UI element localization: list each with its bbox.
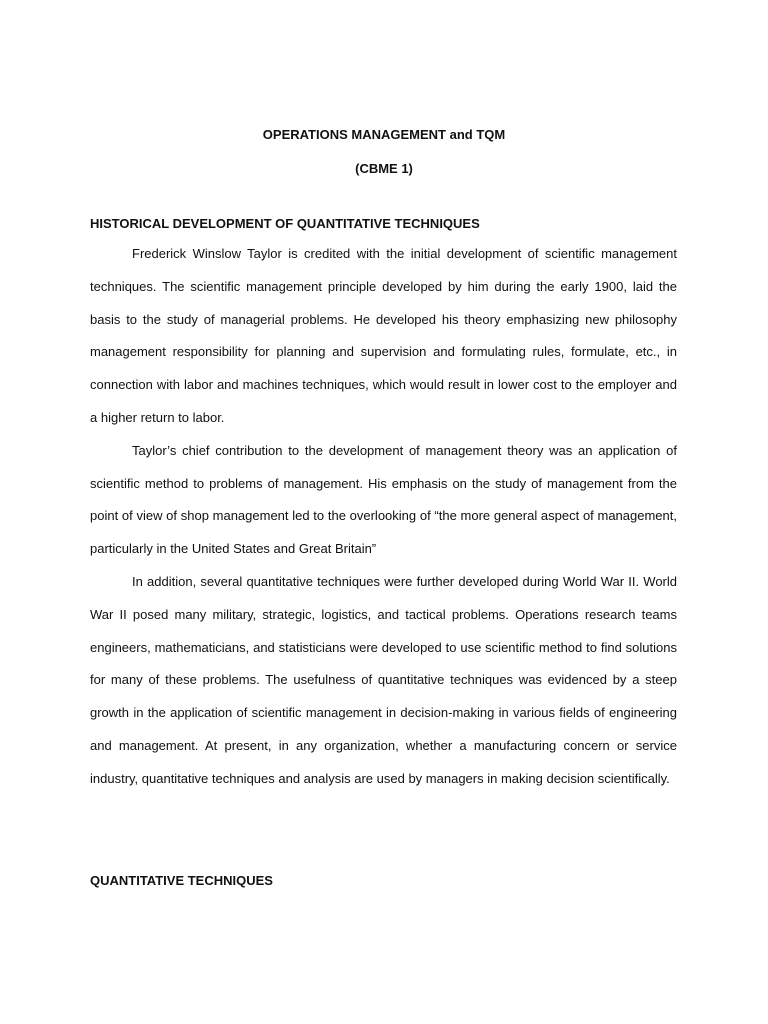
document-title: OPERATIONS MANAGEMENT and TQM <box>262 127 506 142</box>
paragraph: Frederick Winslow Taylor is credited with the initial development of scientific management techniques. The scientific management principle developed by him during the early 1900, laid the basis to the study of managerial problems. He developed his theory emphasizing new philosophy management responsibility for planning and supervision and formulating rules, formulate, etc., in connection with labor and machines techniques, which would result in lower cost to the employer and a higher return to labor. <box>90 246 677 425</box>
section-heading-historical-development: HISTORICAL DEVELOPMENT OF QUANTITATIVE TECHNIQUES <box>90 216 480 231</box>
document-subtitle: (CBME 1) <box>355 161 413 176</box>
paragraph: Taylor’s chief contribution to the development of management theory was an application of scientific method to problems of management. His emphasis on the study of management from the point of view of shop management led to the overlooking of “the more general aspect of management, particularly in the United States and Great Britain” <box>90 442 677 557</box>
paragraph: In addition, several quantitative techniques were further developed during World War II. World War II posed many military, strategic, logistics, and tactical problems. Operations research teams engineers, mathematicians, and statisticians were developed to use scientific method to find solutions for many of these problems. The usefulness of quantitative techniques was evidenced by a steep growth in the application of scientific management in decision-making in various fields of engineering and management. At present, in any organization, whether a manufacturing concern or service industry, quantitative techniques and analysis are used by managers in making decision scientifically. <box>90 573 677 786</box>
section-body-historical-development <box>90 238 677 796</box>
section-heading-quantitative-techniques: QUANTITATIVE TECHNIQUES <box>90 873 273 888</box>
